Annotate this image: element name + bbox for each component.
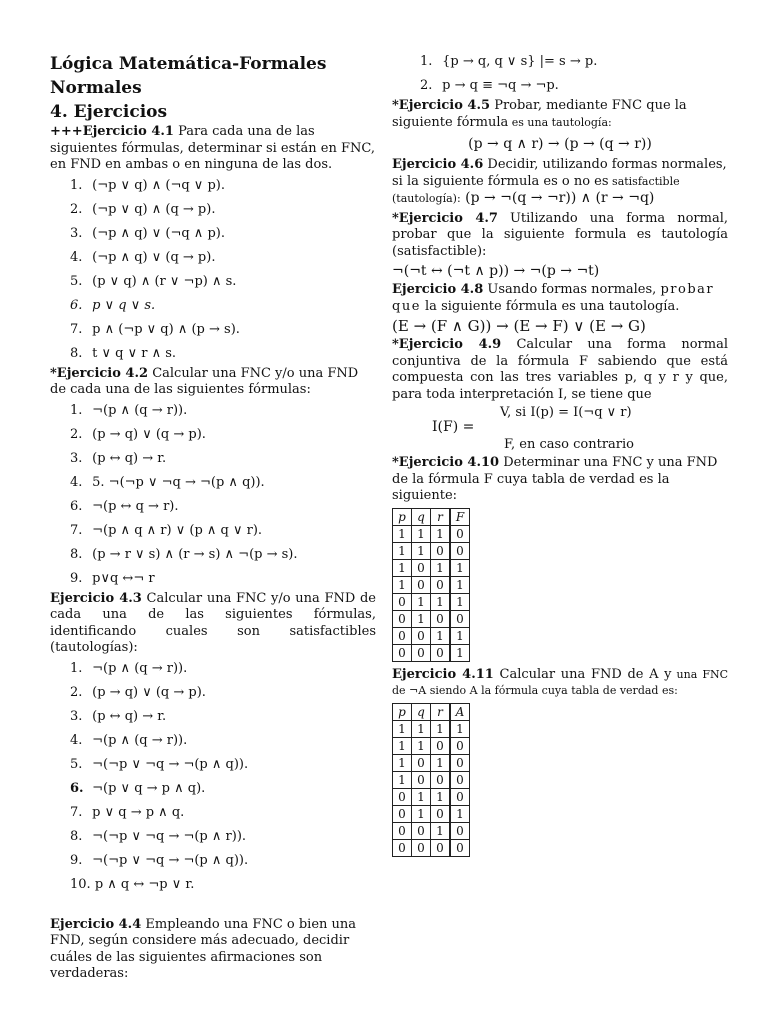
table-row: 0 1 0 1	[393, 805, 470, 822]
list-item: 9. ¬(¬p ∨ ¬q → ¬(p ∧ q)).	[70, 852, 249, 868]
exercise-4-5-statement	[392, 98, 728, 131]
exercise-4-4-list	[392, 50, 728, 98]
exercise-4-1-text: Para cada una de las siguientes fórmulas, determinar si están en FNC, en FND en ambas o en ninguna de las dos.	[50, 124, 375, 172]
exercise-4-3-statement	[50, 591, 376, 657]
exercise-4-9-piecewise	[392, 403, 728, 455]
truth-table-a	[392, 703, 470, 857]
exercise-4-3-label: Ejercicio 4.3	[50, 590, 142, 606]
list-item: 9. p∨q ↔¬ r	[70, 570, 155, 586]
piecewise-case-2: F, en caso contrario	[504, 437, 634, 452]
exercise-4-9-label: *Ejercicio 4.9	[392, 337, 502, 352]
table-row: 1 0 0 0	[393, 771, 470, 788]
exercise-4-8-statement	[392, 282, 728, 315]
list-item: 4. 5. ¬(¬p ∨ ¬q → ¬(p ∧ q)).	[70, 474, 265, 490]
table-row: 0 0 0 0	[393, 839, 470, 856]
exercise-4-2-list	[50, 399, 376, 591]
list-item: 7. p ∧ (¬p ∨ q) ∧ (p → s).	[70, 321, 240, 337]
table-row: 1 1 1 0	[393, 525, 470, 542]
list-item: 1. {p → q, q ∨ s} |= s → p.	[420, 54, 598, 69]
exercise-4-8-text-spaced: probar que	[392, 282, 715, 314]
right-column	[392, 50, 728, 862]
table-row: 1 1 0 0	[393, 542, 470, 559]
exercise-4-7-statement	[392, 211, 728, 261]
table-row: 0 1 1 1	[393, 593, 470, 610]
list-item: 8. ¬(¬p ∨ ¬q → ¬(p ∧ r)).	[70, 828, 247, 844]
left-column	[50, 52, 376, 983]
list-item: 8. (p → r ∨ s) ∧ (r → s) ∧ ¬(p → s).	[70, 546, 298, 562]
exercise-4-9-text: Calcular una forma normal conjuntiva de la fórmula F sabiendo que está compuesta con las tres variables p, q y r y que, para toda interpretación I, se tiene que	[392, 337, 728, 402]
exercise-4-5-text-small: es una tautología:	[508, 115, 612, 129]
exercise-4-6-label: Ejercicio 4.6	[392, 157, 484, 172]
list-item: 5. (p ∨ q) ∧ (r ∨ ¬p) ∧ s.	[70, 273, 237, 289]
list-item: 7. p ∨ q → p ∧ q.	[70, 804, 185, 820]
exercise-4-4-statement	[50, 917, 376, 983]
list-item: 4. (¬p ∧ q) ∨ (q → p).	[70, 249, 216, 265]
exercise-4-6-text-small: satisfactible (tautología):	[392, 174, 680, 205]
exercise-4-11-text-small: una FNC de ¬A siendo A la fórmula cuya tabla de verdad es:	[392, 667, 728, 697]
exercise-4-11-statement	[392, 667, 728, 700]
list-item: 6. ¬(p ↔ q → r).	[70, 498, 179, 514]
exercise-4-1-prefix: +++	[50, 124, 83, 139]
list-item: 2. (p → q) ∨ (q → p).	[70, 684, 206, 700]
list-item: 2. (p → q) ∨ (q → p).	[70, 426, 206, 442]
exercise-4-7-text: Utilizando una forma normal, probar que la siguiente formula es tautología (satisfactible):	[392, 210, 728, 259]
list-item: 3. (p ↔ q) → r.	[70, 450, 167, 466]
exercise-4-7-formula: ¬(¬t ↔ (¬t ∧ p)) → ¬(p → ¬t)	[392, 263, 600, 279]
exercise-4-10-label: *Ejercicio 4.10	[392, 455, 500, 470]
table-row: 1 0 0 1	[393, 576, 470, 593]
exercise-4-1-label: Ejercicio 4.1	[82, 124, 174, 139]
table-row: 0 1 1 0	[393, 788, 470, 805]
exercise-4-4-text: Empleando una FNC o bien una FND, según considere más adecuado, decidir cuáles de las siguientes afirmaciones son verdaderas:	[50, 916, 357, 981]
exercise-4-8-label: Ejercicio 4.8	[392, 282, 484, 297]
table-row: 0 1 0 0	[393, 610, 470, 627]
table-row: 1 0 1 1	[393, 559, 470, 576]
table-header-row: p q r F	[393, 508, 470, 525]
exercise-4-11-text: Calcular una FND de A y	[493, 666, 672, 682]
section-title: 4. Ejercicios	[50, 102, 168, 122]
truth-table-f	[392, 508, 470, 662]
list-item: 8. t ∨ q ∨ r ∧ s.	[70, 345, 177, 361]
page-title: Lógica Matemática-Formales Normales	[50, 54, 327, 98]
table-row: 1 1 1 1	[393, 720, 470, 737]
list-item: 4. ¬(p ∧ (q → r)).	[70, 732, 188, 748]
list-item: 3. (¬p ∧ q) ∨ (¬q ∧ p).	[70, 225, 225, 241]
piecewise-lhs: I(F) =	[432, 419, 475, 435]
list-item: 2. p → q ≡ ¬q → ¬p.	[420, 78, 559, 93]
exercise-4-8-text-a: Usando formas normales,	[483, 282, 661, 297]
exercise-4-9-statement	[392, 337, 728, 403]
exercise-4-7-label: *Ejercicio 4.7	[392, 210, 498, 226]
table-row: 1 1 0 0	[393, 737, 470, 754]
list-item: 5. ¬(¬p ∨ ¬q → ¬(p ∧ q)).	[70, 756, 249, 772]
exercise-4-10-text: Determinar una FNC y una FND de la fórmula F cuya tabla de verdad es la siguiente:	[392, 455, 718, 503]
list-item: 3. (p ↔ q) → r.	[70, 708, 167, 724]
table-header-row: p q r A	[393, 703, 470, 720]
list-item: 7. ¬(p ∧ q ∧ r) ∨ (p ∧ q ∨ r).	[70, 522, 263, 538]
exercise-4-2-label: *Ejercicio 4.2	[50, 365, 149, 381]
list-item: 6. ¬(p ∨ q → p ∧ q).	[70, 780, 206, 796]
exercise-4-8-formula: (E → (F ∧ G)) → (E → F) ∨ (E → G)	[392, 317, 646, 335]
exercise-4-2-statement	[50, 366, 376, 399]
exercise-4-5-text: Probar, mediante FNC que la siguiente fórmula	[392, 98, 687, 130]
exercise-4-6-text: Decidir, utilizando formas normales, si la siguiente fórmula es o no es	[392, 157, 727, 189]
list-item: 10. p ∧ q ↔ ¬p ∨ r.	[70, 876, 195, 892]
list-item: 6. p ∨ q ∨ s.	[70, 297, 156, 313]
exercise-4-1-list	[50, 174, 376, 366]
exercise-4-6-statement	[392, 157, 728, 208]
exercise-4-3-text: Calcular una FNC y/o una FND de cada una de las siguientes fórmulas, identificando cuales son satisfactibles (tautologías):	[50, 590, 376, 655]
exercise-4-10-statement	[392, 455, 728, 505]
piecewise-case-1: V, si I(p) = I(¬q ∨ r)	[500, 405, 632, 420]
exercise-4-5-label: *Ejercicio 4.5	[392, 98, 491, 113]
exercise-4-5-formula: (p → q ∧ r) → (p → (q → r))	[468, 136, 652, 152]
table-row: 0 0 0 1	[393, 644, 470, 661]
exercise-4-6-formula: (p → ¬(q → ¬r)) ∧ (r → ¬q)	[460, 190, 655, 206]
list-item: 1. ¬(p ∧ (q → r)).	[70, 402, 188, 418]
exercise-4-3-list	[50, 657, 376, 897]
exercise-4-1-statement	[50, 124, 376, 174]
exercise-4-4-label: Ejercicio 4.4	[50, 916, 142, 932]
list-item: 1. (¬p ∨ q) ∧ (¬q ∨ p).	[70, 177, 225, 193]
table-row: 1 0 1 0	[393, 754, 470, 771]
exercise-4-11-label: Ejercicio 4.11	[392, 666, 494, 682]
exercise-4-8-text-b: la siguiente fórmula es una tautología.	[420, 298, 680, 314]
list-item: 2. (¬p ∨ q) ∧ (q → p).	[70, 201, 216, 217]
table-row: 0 0 1 1	[393, 627, 470, 644]
table-row: 0 0 1 0	[393, 822, 470, 839]
list-item: 1. ¬(p ∧ (q → r)).	[70, 660, 188, 676]
exercise-4-2-text: Calcular una FNC y/o una FND de cada una de las siguientes fórmulas:	[50, 365, 359, 397]
